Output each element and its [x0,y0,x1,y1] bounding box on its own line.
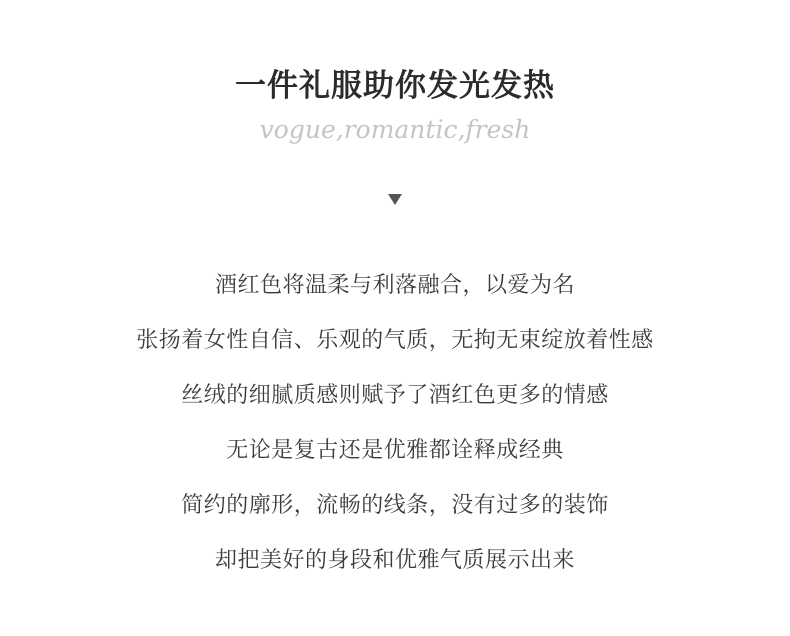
description-line: 酒红色将温柔与利落融合，以爱为名 [214,273,575,298]
description-line: 张扬着女性自信、乐观的气质，无拘无束绽放着性感 [136,328,654,353]
section-subtitle: vogue,romantic,fresh [259,115,531,144]
description-line: 无论是复古还是优雅都诠释成经典 [226,438,564,463]
triangle-down-icon [388,194,402,205]
section-title: 一件礼服助你发光发热 [235,68,555,104]
description-line: 简约的廓形，流畅的线条，没有过多的装饰 [181,493,609,518]
description-lines [0,266,790,596]
description-line: 丝绒的细腻质感则赋予了酒红色更多的情感 [181,383,609,408]
description-line: 却把美好的身段和优雅气质展示出来 [214,548,575,573]
